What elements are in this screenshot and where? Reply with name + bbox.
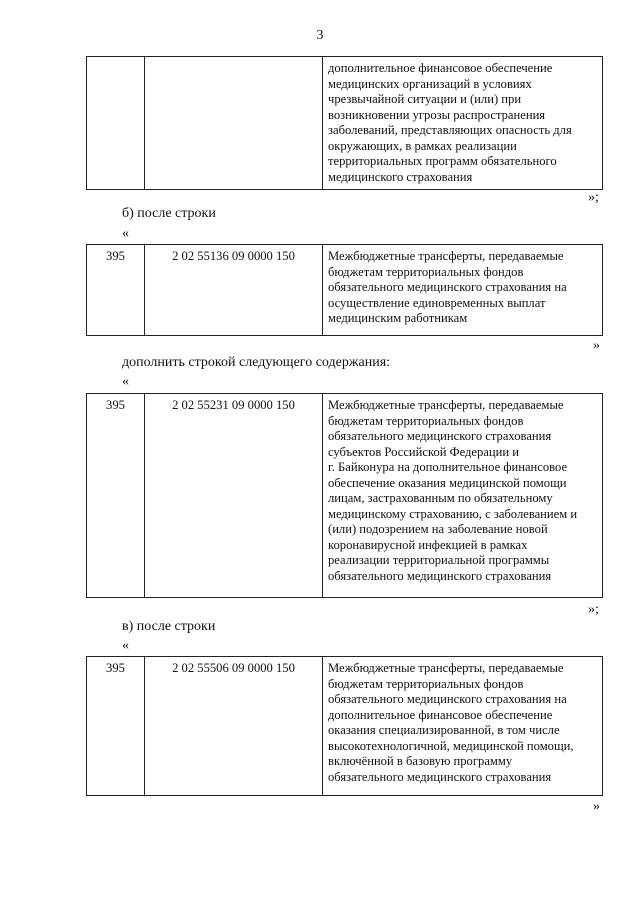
table-continuation xyxy=(86,56,603,190)
row-number xyxy=(87,57,145,190)
row-description: Межбюджетные трансферты, передаваемые бюджетам территориальных фондов обязательного медицинского страхования на дополнительное финансовое обеспечение оказания специализированной, в том числе высокотехнологичной, медицинской помощи, включённой в базовую программу обязательного медицинского страхования xyxy=(323,657,603,796)
section-b-heading: б) после строки xyxy=(122,206,216,221)
closing-quote: »; xyxy=(588,190,599,205)
table-row xyxy=(87,57,603,190)
table-section-b xyxy=(86,244,603,336)
opening-quote: « xyxy=(122,374,129,389)
table-row xyxy=(87,394,603,598)
row-number: 395 xyxy=(87,245,145,336)
row-number: 395 xyxy=(87,394,145,598)
opening-quote: « xyxy=(122,638,129,653)
row-description: дополнительное финансовое обеспечение медицинских организаций в условиях чрезвычайной ситуации и (или) при возникновении угрозы распространения заболеваний, представляющих опасность для окружающих, в рамках реализации территориальных программ обязательного медицинского страхования xyxy=(323,57,603,190)
budget-code: 2 02 55506 09 0000 150 xyxy=(145,657,323,796)
table-row xyxy=(87,245,603,336)
budget-code: 2 02 55231 09 0000 150 xyxy=(145,394,323,598)
row-number: 395 xyxy=(87,657,145,796)
table-section-v xyxy=(86,656,603,796)
page-number: 3 xyxy=(316,28,324,43)
opening-quote: « xyxy=(122,226,129,241)
section-v-heading: в) после строки xyxy=(122,619,216,634)
budget-code xyxy=(145,57,323,190)
row-description: Межбюджетные трансферты, передаваемые бюджетам территориальных фондов обязательного медицинского страхования субъектов Российской Федерации и г. Байконура на дополнительное финансовое обеспечение оказания медицинской помощи лицам, застрахованным по обязательному медицинскому страхованию, с заболеванием и (или) подозрением на заболевание новой коронавирусной инфекцией в рамках реализации территориальной программы обязательного медицинского страхования xyxy=(323,394,603,598)
table-section-add xyxy=(86,393,603,598)
closing-quote: » xyxy=(593,338,600,353)
closing-quote: » xyxy=(593,799,600,814)
row-description: Межбюджетные трансферты, передаваемые бюджетам территориальных фондов обязательного медицинского страхования на осуществление единовременных выплат медицинским работникам xyxy=(323,245,603,336)
section-add-heading: дополнить строкой следующего содержания: xyxy=(122,355,391,370)
table-row xyxy=(87,657,603,796)
closing-quote: »; xyxy=(588,602,599,617)
budget-code: 2 02 55136 09 0000 150 xyxy=(145,245,323,336)
